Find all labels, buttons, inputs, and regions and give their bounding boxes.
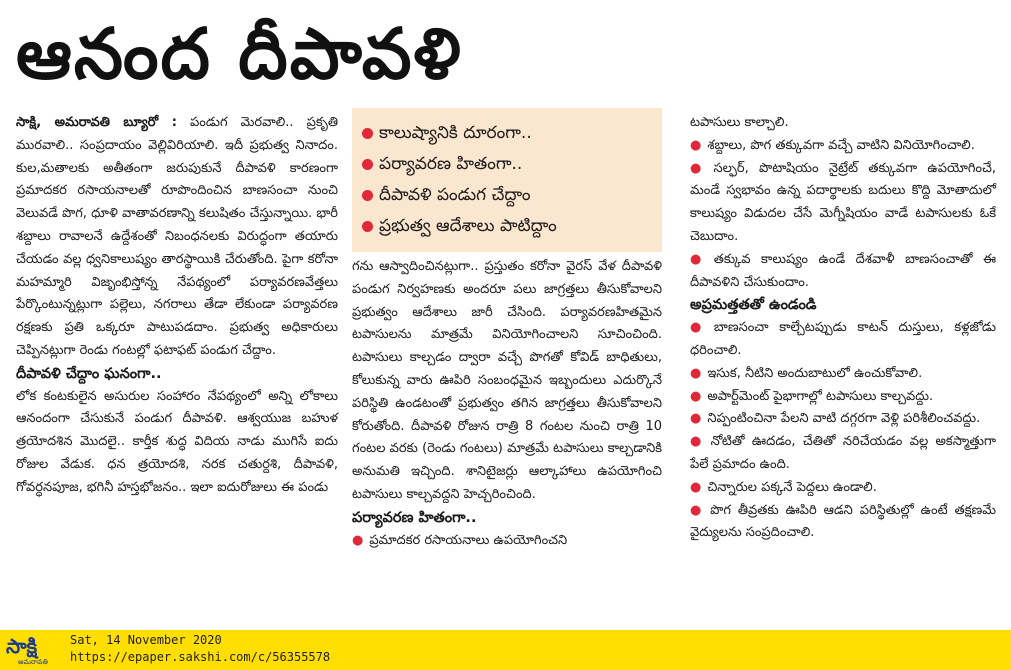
list-item: ● ప్రమాదకర రసాయనాలు ఉపయోగించని xyxy=(352,532,568,548)
list-item: ● నిప్పంటించినా పేలని వాటి దగ్గరగా వెళ్లి పరిశీలించవద్దు. xyxy=(690,411,981,427)
sakshi-logo[interactable] xyxy=(4,634,62,666)
list-item: ● తక్కువ కాలుష్యం ఉండే దేశవాళీ బాణసంచాతో ఈ దీపావళిని చేసుకుందాం. xyxy=(690,251,996,290)
bullet-icon: ● xyxy=(690,479,702,495)
highlight-item: దీపావళి పండుగ చేద్దాం xyxy=(362,180,662,211)
bullet-icon: ● xyxy=(690,388,702,404)
bullet-icon: ● xyxy=(690,411,702,427)
section-subhead: పర్యావరణ హితంగా.. xyxy=(352,509,477,526)
bullet-icon: ● xyxy=(690,137,702,153)
bullet-icon xyxy=(362,128,373,139)
paragraph: టపాసులు కాల్చాలి. xyxy=(690,115,789,130)
bullet-icon: ● xyxy=(690,251,708,267)
list-item: ● నోటితో ఊదడం, చేతితో నరిచేయడం వల్ల అకస్మాత్తుగా పేలే ప్రమాదం ఉంది. xyxy=(690,434,996,472)
section-subhead: దీపావళి చేద్దాం ఘనంగా.. xyxy=(16,365,162,382)
bullet-icon xyxy=(362,190,373,201)
footer-meta xyxy=(70,632,330,666)
highlight-box xyxy=(352,108,662,252)
footer-bar xyxy=(0,630,1011,670)
list-item: ● చిన్నారుల పక్కనే పెద్దలు ఉండాలి. xyxy=(690,479,877,495)
list-item: ● బాణసంచా కాల్చేటప్పుడు కాటన్ దుస్తులు, కళ్లజోడు ధరించాలి. xyxy=(690,320,997,358)
paragraph: లోక కంటకులైన అసురుల సంహారం నేపథ్యంలో అన్ని లోకాలు ఆనందంగా చేసుకునే పండుగ దీపావళి. ఆశ్వయుజ బహుళ త్రయోదశిన మొదలై.. కార్తీక శుద్ధ విదియ నాడు ముగిసే ఐదు రోజుల వేడుక. ధన త్రయోదశి, నరక చతుర్దశి, దీపావళి, గోవర్ధనపూజ, భగినీ హస్తభోజనం.. ఇలా ఐదురోజులు ఈ పండు xyxy=(16,388,338,495)
column-1 xyxy=(16,112,338,500)
section-subhead: అప్రమత్తతతో ఉండండి xyxy=(690,297,817,314)
highlight-item: పర్యావరణ హితంగా.. xyxy=(362,149,662,180)
byline: సాక్షి, అమరావతి బ్యూరో : xyxy=(16,115,177,130)
source-url[interactable]: https://epaper.sakshi.com/c/56355578 xyxy=(70,650,331,664)
column-2 xyxy=(352,256,662,552)
page-title: ఆనంద దీపావళి xyxy=(16,13,463,95)
highlight-item: కాలుష్యానికి దూరంగా.. xyxy=(362,118,662,149)
list-item: ● ఇసుక, నీటిని అందుబాటులో ఉంచుకోవాలి. xyxy=(690,365,923,381)
bullet-icon: ● xyxy=(690,434,705,450)
bullet-icon: ● xyxy=(352,532,364,548)
bullet-icon: ● xyxy=(690,160,708,176)
logo-text: సాక్షి xyxy=(6,634,38,658)
list-item: ● అపార్ట్‌మెంట్ పైభాగాల్లో టపాసులు కాల్చవద్దు. xyxy=(690,388,934,404)
article-body xyxy=(16,112,338,363)
column-3 xyxy=(690,112,996,545)
paragraph: గను ఆస్వాదించినట్లుగా.. ప్రస్తుతం కరోనా వైరస్ వేళ దీపావళి పండుగ నిర్వహణకు అందరూ పలు జాగ్రత్తలు తీసుకోవాలని ప్రభుత్వం ఆదేశాలు జారీ చేసింది. పర్యావరణహితమైన టపాసులను మాత్రమే వినియోగించాలని సూచించింది. టపాసులు కాల్చడం ద్వారా వచ్చే పొగతో కోవిడ్ బాధితులు, కోలుకున్న వారు ఊపిరి సంబంధమైన ఇబ్బందులు ఎదుర్కొనే పరిస్థితి ఉండటంతో ప్రభుత్వం తగిన జాగ్రత్తలు తీసుకోవాలని కోరుతోంది. దీపావళి రోజున రాత్రి 8 గంటల నుంచి రాత్రి 10 గంటల వరకు (రెండు గంటలు) మాత్రమే టపాసులు కాల్చడానికి అనుమతి ఇచ్చింది. శానిటైజర్లు ఆల్కాహాలు ఉపయోగించి టపాసులు కాల్చవద్దని హెచ్చరించింది. xyxy=(352,259,662,502)
logo-subtext: అమరావతి xyxy=(18,658,48,666)
list-item: ● పొగ తీవ్రతకు ఊపిరి ఆడని పరిస్థితుల్లో ఉంటే తక్షణమే వైద్యులను సంప్రదించాలి. xyxy=(690,502,996,541)
publish-date: Sat, 14 November 2020 xyxy=(70,633,222,647)
paragraph: పండుగ మెరవాలి.. ప్రకృతి మురవాలి.. సంప్రదాయం వెల్లివిరియాలి. ఇదీ ప్రభుత్వ నినాదం. కుల,మతాలకు అతీతంగా జరుపుకునే దీపావళి కారణంగా ప్రమాదకర రసాయనాలతో రూపొందించిన బాణసంచా నుంచి వెలువడే పొగ, ధూళి వాతావరణాన్ని కలుషితం చేస్తున్నాయి. భారీ శబ్దాలు రావాలనే ఉద్దేశంతో నిబంధనలకు విరుద్ధంగా తయారు చేయడం వల్ల ధ్వనికాలుష్యం తారస్థాయికి చేరుతోంది. పైగా కరోనా మహమ్మారి విజృంభిస్తోన్న నేపథ్యంలో పర్యావరణవేత్తలు పేర్కొంటున్నట్లుగా పల్లెలు, నగరాలు తేడా లేకుండా పర్యావరణ రక్షణకు ప్రతి ఒక్కరూ పాటుపడదాం. ప్రభుత్వ అధికారులు చెప్పినట్లుగా రెండు గంటల్లో ఫటాఫట్ పండుగ చేద్దాం. xyxy=(16,115,339,358)
highlight-item: ప్రభుత్వ ఆదేశాలు పాటిద్దాం xyxy=(362,211,662,242)
bullet-icon xyxy=(362,159,373,170)
list-item: ● శబ్దాలు, పొగ తక్కువగా వచ్చే వాటిని వినియోగించాలి. xyxy=(690,137,975,153)
bullet-icon: ● xyxy=(690,365,702,381)
bullet-icon: ● xyxy=(690,502,705,518)
bullet-icon xyxy=(362,221,373,232)
bullet-icon: ● xyxy=(690,320,708,336)
list-item: ● సల్ఫర్, పొటాషియం నైట్రేట్ తక్కువగా ఉపయోగించే, మండే స్వభావం ఉన్న పదార్థాలకు బదులు కొద్ది మోతాదులో కాలుష్యం విడుదల చేసే మెగ్నీషియం వాడే టపాసులకు ఓకే చెబుదాం. xyxy=(690,160,997,244)
